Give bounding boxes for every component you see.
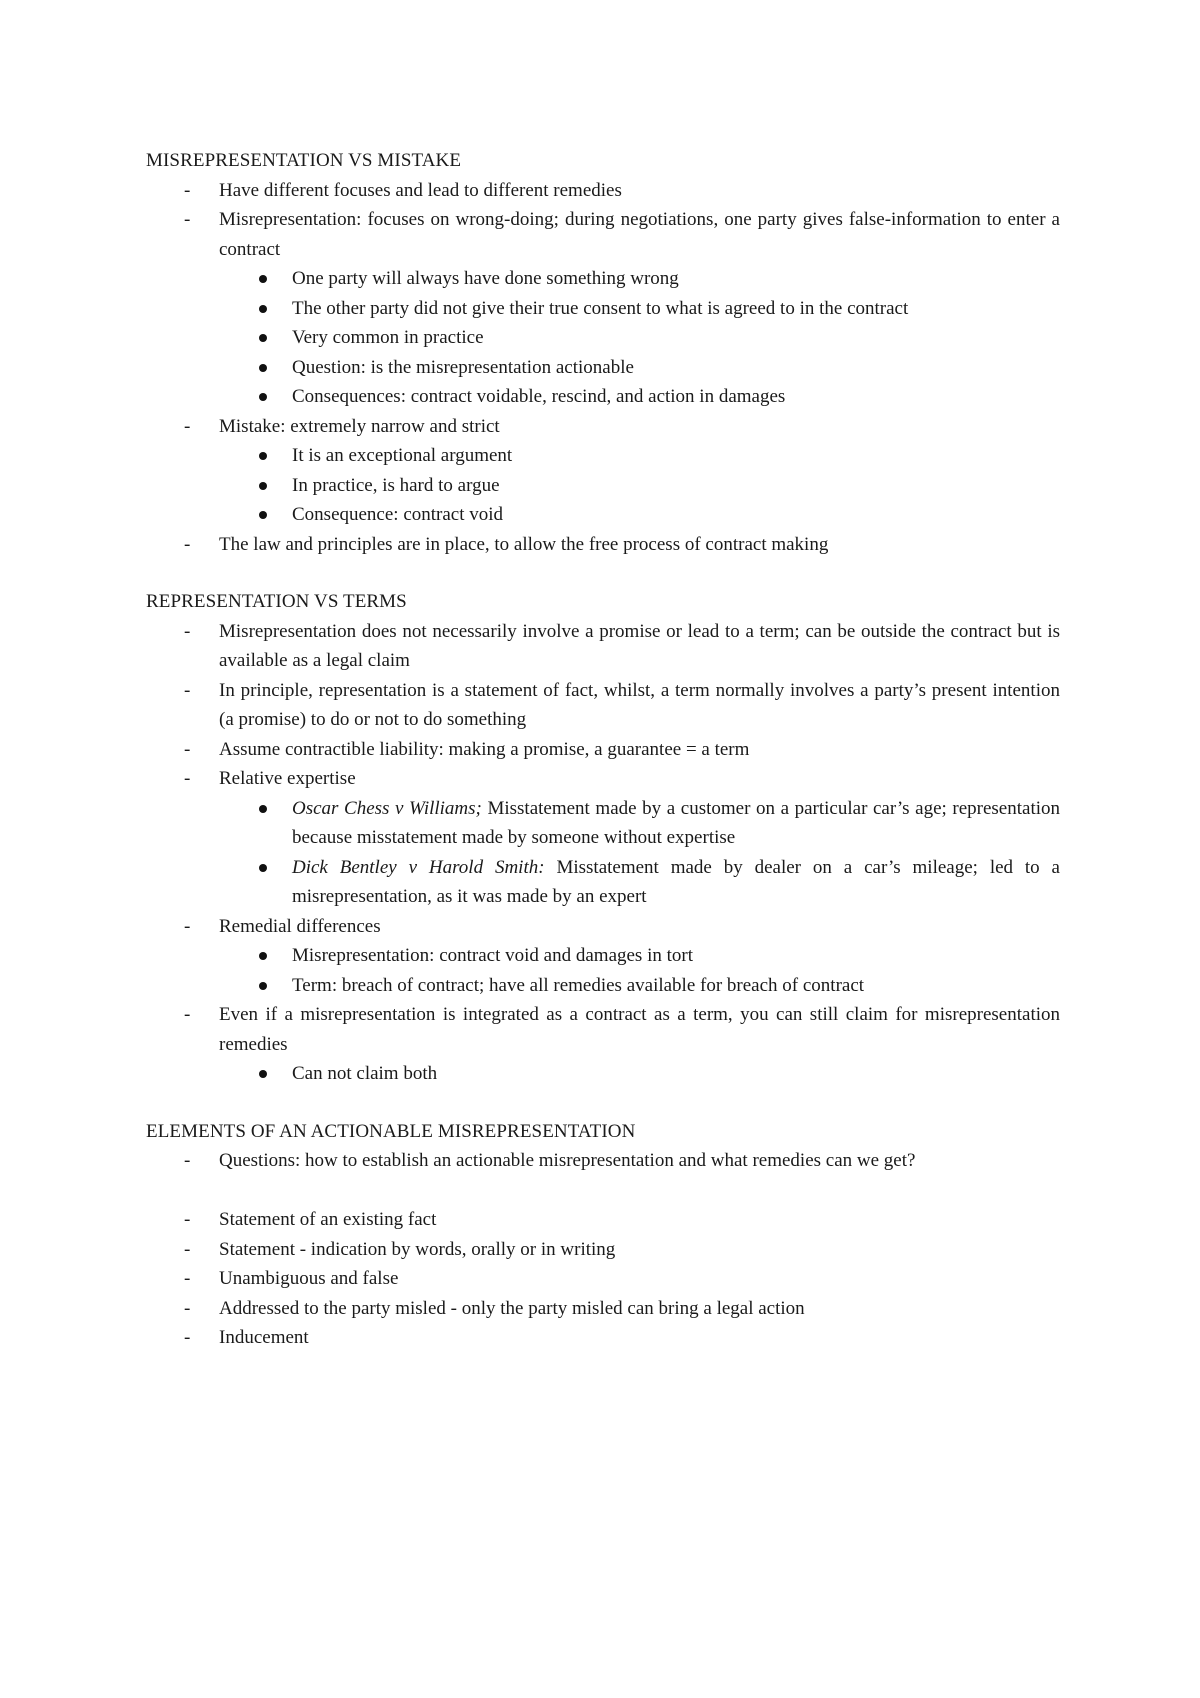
list-item (146, 205, 1060, 412)
list-item: - Statement - indication by words, orally or in writing (146, 1235, 1060, 1265)
case-list-item (146, 853, 1060, 912)
list-item-text: Mistake: extremely narrow and strict (219, 415, 500, 437)
sub-list-item: Very common in practice (146, 323, 1060, 353)
list-item (146, 764, 1060, 912)
case-text: Misstatement made by a customer on a particular car’s age; representation because misstatement made by someone without expertise (292, 797, 1061, 848)
list-item: - Unambiguous and false (146, 1264, 1060, 1294)
list-item: - Addressed to the party misled - only the party misled can bring a legal action (146, 1294, 1060, 1324)
list-item: - The law and principles are in place, to allow the free process of contract making (146, 530, 1060, 560)
sub-list (219, 1059, 1060, 1089)
case-list-item (146, 794, 1060, 853)
sub-list (219, 941, 1060, 1000)
sub-list-item: Misrepresentation: contract void and damages in tort (146, 941, 1060, 971)
list-item-text: Relative expertise (219, 768, 356, 789)
section-heading: MISREPRESENTATION VS MISTAKE (146, 150, 462, 171)
section-representation-vs-terms (146, 587, 1060, 1089)
sub-list-item: Term: breach of contract; have all remedies available for breach of contract (146, 971, 1060, 1001)
bullet-list (146, 176, 1060, 560)
bullet-list (146, 1146, 1060, 1176)
list-item: - Questions: how to establish an actionable misrepresentation and what remedies can we get? (146, 1146, 1060, 1176)
sub-list-item: Question: is the misrepresentation actionable (146, 353, 1060, 383)
list-item: - Misrepresentation does not necessarily involve a promise or lead to a term; can be outside the contract but is available as a legal claim (146, 617, 1060, 676)
bullet-list (146, 617, 1060, 1089)
sub-list-item: In practice, is hard to argue (146, 471, 1060, 501)
bullet-list (146, 1205, 1060, 1353)
section-heading: REPRESENTATION VS TERMS (146, 591, 407, 612)
blank-line (146, 1176, 1060, 1206)
list-item-text: Remedial differences (219, 915, 381, 937)
case-name: Oscar Chess v Williams; (292, 797, 482, 819)
list-item (146, 1000, 1060, 1089)
section-misrepresentation-vs-mistake (146, 146, 1060, 559)
list-item-text: Even if a misrepresentation is integrated as a contract as a term, you can still claim for misrepresentation remedies (219, 1004, 1060, 1055)
sub-list-item: One party will always have done something wrong (146, 264, 1060, 294)
sub-list (219, 264, 1060, 412)
list-item: - Statement of an existing fact (146, 1205, 1060, 1235)
list-item: - Assume contractible liability: making a promise, a guarantee = a term (146, 735, 1060, 765)
list-item (146, 912, 1060, 1001)
sub-list-item: Consequences: contract voidable, rescind, and action in damages (146, 382, 1060, 412)
case-name: Dick Bentley v Harold Smith: (292, 856, 545, 878)
case-text: Misstatement made by dealer on a car’s mileage; led to a misrepresentation, as it was made by an expert (292, 856, 1060, 907)
list-item: - In principle, representation is a statement of fact, whilst, a term normally involves a party’s present intention (a promise) to do or not to do something (146, 676, 1060, 735)
sub-list-item: The other party did not give their true consent to what is agreed to in the contract (146, 294, 1060, 324)
section-elements-of-actionable-misrepresentation (146, 1117, 1060, 1353)
section-heading: ELEMENTS OF AN ACTIONABLE MISREPRESENTATION (146, 1120, 636, 1142)
document-page (146, 146, 1060, 1381)
list-item-text: Misrepresentation: focuses on wrong-doing; during negotiations, one party gives false-information to enter a contract (219, 209, 1060, 260)
list-item: - Have different focuses and lead to different remedies (146, 176, 1060, 206)
list-item: - Inducement (146, 1323, 1060, 1353)
list-item (146, 412, 1060, 530)
sub-list-item: It is an exceptional argument (146, 441, 1060, 471)
sub-list-item: Can not claim both (146, 1059, 1060, 1089)
sub-list (219, 794, 1060, 912)
sub-list (219, 441, 1060, 530)
sub-list-item: Consequence: contract void (146, 500, 1060, 530)
